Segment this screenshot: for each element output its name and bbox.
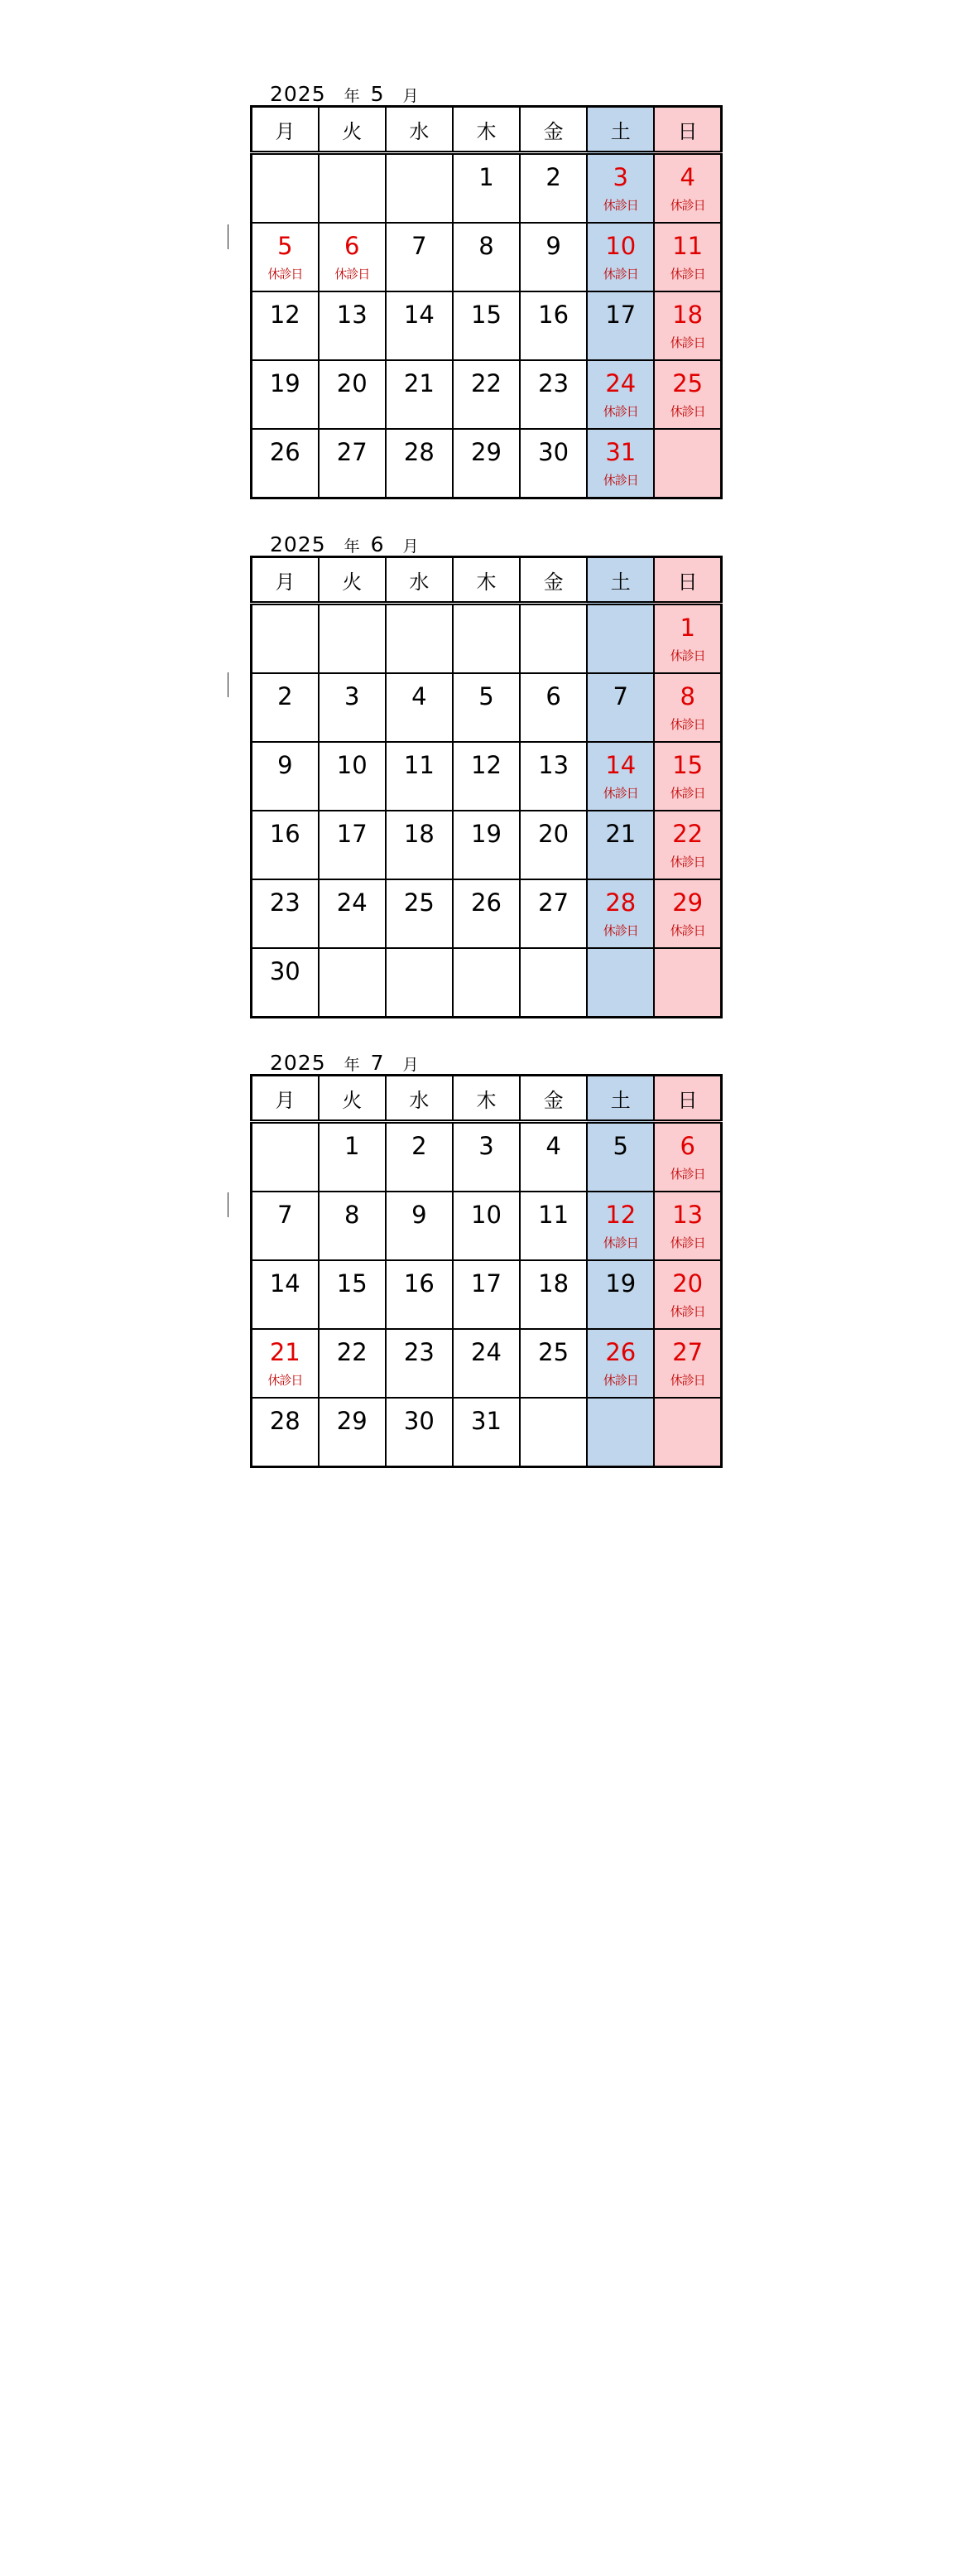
calendar-table [250, 556, 723, 1018]
day-cell [453, 153, 520, 224]
week-row [252, 948, 722, 1018]
day-cell [654, 673, 721, 742]
day-number: 28 [269, 1407, 300, 1435]
day-number: 15 [471, 301, 502, 329]
closed-day-label: 休診日 [603, 473, 638, 488]
weekday-header: 木 [453, 557, 520, 604]
day-cell [386, 879, 453, 948]
day-cell [453, 360, 520, 429]
weekday-header: 日 [654, 1076, 721, 1122]
closed-day-label: 休診日 [670, 1235, 705, 1250]
day-cell [386, 1122, 453, 1192]
day-number: 27 [336, 438, 368, 466]
day-number: 9 [277, 751, 293, 779]
weekday-header-row [252, 107, 722, 153]
weekday-header: 金 [520, 107, 587, 153]
day-number: 21 [605, 820, 637, 848]
closed-day-label: 休診日 [670, 923, 705, 938]
day-number: 1 [344, 1132, 360, 1160]
day-cell [520, 360, 587, 429]
empty-day-cell [319, 948, 386, 1018]
day-cell [453, 1260, 520, 1329]
day-cell [386, 1260, 453, 1329]
empty-day-cell [587, 604, 654, 674]
week-row [252, 673, 722, 742]
day-number: 16 [269, 820, 300, 848]
day-number: 19 [471, 820, 502, 848]
empty-day-cell [654, 948, 721, 1018]
closed-day-label: 休診日 [603, 198, 638, 213]
day-cell [319, 879, 386, 948]
day-number: 18 [672, 301, 704, 329]
empty-day-cell [319, 604, 386, 674]
day-cell [319, 742, 386, 811]
day-cell [319, 291, 386, 360]
day-number: 9 [545, 232, 561, 260]
day-cell [319, 1122, 386, 1192]
day-cell [252, 1398, 319, 1467]
day-cell [252, 811, 319, 879]
day-number: 25 [403, 888, 435, 917]
calendar-june [250, 532, 723, 1018]
day-number: 19 [269, 369, 300, 397]
day-number: 29 [672, 888, 704, 917]
day-number: 10 [336, 751, 368, 779]
day-number: 31 [471, 1407, 502, 1435]
day-cell [252, 673, 319, 742]
day-number: 14 [605, 751, 637, 779]
year-unit: 年 [344, 87, 361, 105]
day-cell [386, 742, 453, 811]
day-number: 1 [680, 614, 695, 642]
day-number: 3 [344, 682, 360, 710]
weekday-header: 土 [587, 1076, 654, 1122]
day-number: 5 [277, 232, 293, 260]
day-number: 8 [478, 232, 494, 260]
day-cell [654, 1192, 721, 1260]
day-cell [252, 948, 319, 1018]
day-cell [319, 360, 386, 429]
week-row [252, 1329, 722, 1398]
day-number: 11 [403, 751, 435, 779]
day-cell [520, 1329, 587, 1398]
day-cell [252, 1329, 319, 1398]
weekday-header-row [252, 1076, 722, 1122]
closed-day-label: 休診日 [670, 786, 705, 801]
day-number: 10 [605, 232, 637, 260]
closed-day-label: 休診日 [603, 404, 638, 419]
day-cell [252, 879, 319, 948]
day-cell [520, 429, 587, 498]
day-number: 26 [269, 438, 300, 466]
day-cell [386, 360, 453, 429]
closed-day-label: 休診日 [670, 198, 705, 213]
day-cell [319, 1260, 386, 1329]
day-number: 17 [471, 1269, 502, 1298]
day-number: 24 [605, 369, 637, 397]
week-row [252, 360, 722, 429]
day-cell [654, 223, 721, 291]
calendar-july [250, 1051, 723, 1468]
day-cell [587, 291, 654, 360]
day-cell [520, 1122, 587, 1192]
day-number: 15 [672, 751, 704, 779]
day-number: 19 [605, 1269, 637, 1298]
calendar-title [270, 1051, 430, 1074]
closed-day-label: 休診日 [670, 855, 705, 869]
day-number: 20 [538, 820, 570, 848]
day-number: 16 [538, 301, 570, 329]
day-number: 28 [403, 438, 435, 466]
day-number: 30 [269, 957, 300, 985]
day-cell [654, 360, 721, 429]
weekday-header: 土 [587, 107, 654, 153]
day-number: 31 [605, 438, 637, 466]
day-number: 13 [538, 751, 570, 779]
day-number: 25 [672, 369, 704, 397]
day-number: 20 [672, 1269, 704, 1298]
closed-day-label: 休診日 [334, 267, 370, 282]
year-unit: 年 [344, 537, 361, 556]
day-number: 2 [411, 1132, 427, 1160]
weekday-header: 木 [453, 107, 520, 153]
day-cell [520, 742, 587, 811]
day-cell [319, 1398, 386, 1467]
month: 5 [370, 82, 385, 106]
closed-day-label: 休診日 [603, 267, 638, 282]
day-cell [252, 1192, 319, 1260]
day-number: 11 [672, 232, 704, 260]
day-cell [453, 223, 520, 291]
day-cell [453, 1192, 520, 1260]
empty-day-cell [386, 948, 453, 1018]
day-cell [319, 811, 386, 879]
day-number: 17 [605, 301, 637, 329]
weekday-header: 日 [654, 107, 721, 153]
day-number: 9 [411, 1201, 427, 1229]
day-number: 7 [411, 232, 427, 260]
day-cell [520, 291, 587, 360]
day-number: 22 [336, 1338, 368, 1366]
closed-day-label: 休診日 [670, 1373, 705, 1388]
empty-day-cell [386, 604, 453, 674]
year: 2025 [270, 532, 326, 556]
day-cell [386, 291, 453, 360]
closed-day-label: 休診日 [670, 717, 705, 732]
day-cell [587, 153, 654, 224]
day-number: 1 [478, 163, 494, 191]
week-row [252, 604, 722, 674]
empty-day-cell [252, 153, 319, 224]
day-number: 26 [471, 888, 502, 917]
month-unit: 月 [402, 1056, 420, 1074]
day-number: 7 [613, 682, 628, 710]
closed-day-label: 休診日 [670, 1304, 705, 1319]
day-number: 12 [605, 1201, 637, 1229]
day-cell [520, 1192, 587, 1260]
week-row [252, 1398, 722, 1467]
day-cell [319, 1192, 386, 1260]
day-number: 30 [538, 438, 570, 466]
day-cell [386, 811, 453, 879]
week-row [252, 1122, 722, 1192]
day-number: 28 [605, 888, 637, 917]
day-number: 17 [336, 820, 368, 848]
day-number: 22 [672, 820, 704, 848]
calendar-title [270, 532, 430, 556]
closed-day-label: 休診日 [267, 1373, 303, 1388]
day-cell [587, 811, 654, 879]
day-cell [252, 1260, 319, 1329]
day-cell [453, 291, 520, 360]
closed-day-label: 休診日 [267, 267, 303, 282]
closed-day-label: 休診日 [670, 648, 705, 663]
day-number: 8 [344, 1201, 360, 1229]
empty-day-cell [654, 1398, 721, 1467]
week-row [252, 1192, 722, 1260]
day-cell [587, 429, 654, 498]
day-number: 12 [269, 301, 300, 329]
closed-day-label: 休診日 [603, 923, 638, 938]
day-cell [654, 1122, 721, 1192]
closed-day-label: 休診日 [603, 1373, 638, 1388]
calendar-title [270, 82, 430, 105]
day-cell [587, 223, 654, 291]
weekday-header: 日 [654, 557, 721, 604]
weekday-header: 月 [252, 557, 319, 604]
day-number: 16 [403, 1269, 435, 1298]
closed-day-label: 休診日 [603, 1235, 638, 1250]
day-cell [386, 1329, 453, 1398]
empty-day-cell [252, 1122, 319, 1192]
day-cell [453, 742, 520, 811]
week-row [252, 742, 722, 811]
day-cell [654, 1329, 721, 1398]
day-cell [654, 1260, 721, 1329]
day-cell [319, 1329, 386, 1398]
month-unit: 月 [402, 537, 420, 556]
day-cell [453, 1398, 520, 1467]
empty-day-cell [453, 604, 520, 674]
empty-day-cell [587, 1398, 654, 1467]
day-number: 15 [336, 1269, 368, 1298]
calendar-table [250, 1074, 723, 1468]
year-unit: 年 [344, 1056, 361, 1074]
day-cell [252, 291, 319, 360]
empty-day-cell [520, 948, 587, 1018]
week-row [252, 429, 722, 498]
day-cell [453, 673, 520, 742]
day-number: 22 [471, 369, 502, 397]
day-cell [386, 1398, 453, 1467]
day-cell [453, 879, 520, 948]
day-cell [453, 1122, 520, 1192]
day-number: 6 [680, 1132, 695, 1160]
day-cell [319, 429, 386, 498]
day-number: 23 [538, 369, 570, 397]
empty-day-cell [252, 604, 319, 674]
day-number: 21 [403, 369, 435, 397]
day-number: 7 [277, 1201, 293, 1229]
week-row [252, 879, 722, 948]
day-number: 10 [471, 1201, 502, 1229]
week-row [252, 811, 722, 879]
weekday-header: 水 [386, 557, 453, 604]
day-cell [520, 673, 587, 742]
day-number: 4 [545, 1132, 561, 1160]
month: 7 [370, 1051, 385, 1075]
day-number: 26 [605, 1338, 637, 1366]
weekday-header: 月 [252, 107, 319, 153]
day-cell [252, 223, 319, 291]
week-row [252, 291, 722, 360]
day-number: 18 [538, 1269, 570, 1298]
day-number: 2 [277, 682, 293, 710]
day-number: 2 [545, 163, 561, 191]
day-cell [587, 360, 654, 429]
empty-day-cell [520, 604, 587, 674]
empty-day-cell [319, 153, 386, 224]
day-number: 11 [538, 1201, 570, 1229]
day-number: 3 [613, 163, 628, 191]
day-number: 6 [545, 682, 561, 710]
day-cell [252, 742, 319, 811]
calendar-table [250, 105, 723, 499]
day-cell [453, 429, 520, 498]
calendar-may [250, 82, 723, 499]
day-cell [587, 1329, 654, 1398]
day-number: 23 [403, 1338, 435, 1366]
day-cell [319, 223, 386, 291]
day-number: 6 [344, 232, 360, 260]
weekday-header: 金 [520, 1076, 587, 1122]
day-cell [654, 742, 721, 811]
week-row [252, 153, 722, 224]
weekday-header: 火 [319, 557, 386, 604]
day-cell [386, 223, 453, 291]
day-cell [520, 879, 587, 948]
day-cell [386, 1192, 453, 1260]
day-cell [319, 673, 386, 742]
weekday-header: 火 [319, 1076, 386, 1122]
day-number: 5 [613, 1132, 628, 1160]
month: 6 [370, 532, 385, 556]
day-number: 27 [538, 888, 570, 917]
closed-day-label: 休診日 [670, 267, 705, 282]
day-number: 13 [672, 1201, 704, 1229]
year: 2025 [270, 82, 326, 106]
day-cell [587, 1260, 654, 1329]
day-cell [654, 153, 721, 224]
empty-day-cell [453, 948, 520, 1018]
day-number: 27 [672, 1338, 704, 1366]
day-number: 29 [336, 1407, 368, 1435]
day-number: 24 [336, 888, 368, 917]
empty-day-cell [654, 429, 721, 498]
day-cell [587, 673, 654, 742]
day-cell [654, 879, 721, 948]
day-number: 23 [269, 888, 300, 917]
day-number: 25 [538, 1338, 570, 1366]
day-number: 30 [403, 1407, 435, 1435]
day-cell [252, 429, 319, 498]
weekday-header: 金 [520, 557, 587, 604]
day-number: 14 [269, 1269, 300, 1298]
weekday-header: 木 [453, 1076, 520, 1122]
day-cell [587, 742, 654, 811]
empty-day-cell [386, 153, 453, 224]
day-cell [386, 673, 453, 742]
day-number: 13 [336, 301, 368, 329]
day-number: 20 [336, 369, 368, 397]
empty-day-cell [520, 1398, 587, 1467]
day-cell [654, 604, 721, 674]
day-number: 4 [680, 163, 695, 191]
day-number: 18 [403, 820, 435, 848]
day-cell [520, 153, 587, 224]
weekday-header: 火 [319, 107, 386, 153]
closed-day-label: 休診日 [670, 404, 705, 419]
day-number: 24 [471, 1338, 502, 1366]
day-cell [453, 1329, 520, 1398]
year: 2025 [270, 1051, 326, 1075]
day-cell [252, 360, 319, 429]
day-cell [386, 429, 453, 498]
weekday-header-row [252, 557, 722, 604]
week-row [252, 1260, 722, 1329]
day-number: 12 [471, 751, 502, 779]
week-row [252, 223, 722, 291]
day-cell [654, 291, 721, 360]
weekday-header: 月 [252, 1076, 319, 1122]
closed-day-label: 休診日 [670, 335, 705, 350]
day-cell [587, 1192, 654, 1260]
day-cell [654, 811, 721, 879]
closed-day-label: 休診日 [603, 786, 638, 801]
day-number: 14 [403, 301, 435, 329]
weekday-header: 水 [386, 1076, 453, 1122]
day-number: 8 [680, 682, 695, 710]
day-number: 29 [471, 438, 502, 466]
day-cell [520, 811, 587, 879]
weekday-header: 水 [386, 107, 453, 153]
empty-day-cell [587, 948, 654, 1018]
day-cell [587, 1122, 654, 1192]
closed-day-label: 休診日 [670, 1167, 705, 1182]
month-unit: 月 [402, 87, 420, 105]
day-cell [520, 223, 587, 291]
day-number: 4 [411, 682, 427, 710]
day-number: 5 [478, 682, 494, 710]
weekday-header: 土 [587, 557, 654, 604]
day-number: 21 [269, 1338, 300, 1366]
day-cell [587, 879, 654, 948]
day-cell [453, 811, 520, 879]
day-number: 3 [478, 1132, 494, 1160]
day-cell [520, 1260, 587, 1329]
